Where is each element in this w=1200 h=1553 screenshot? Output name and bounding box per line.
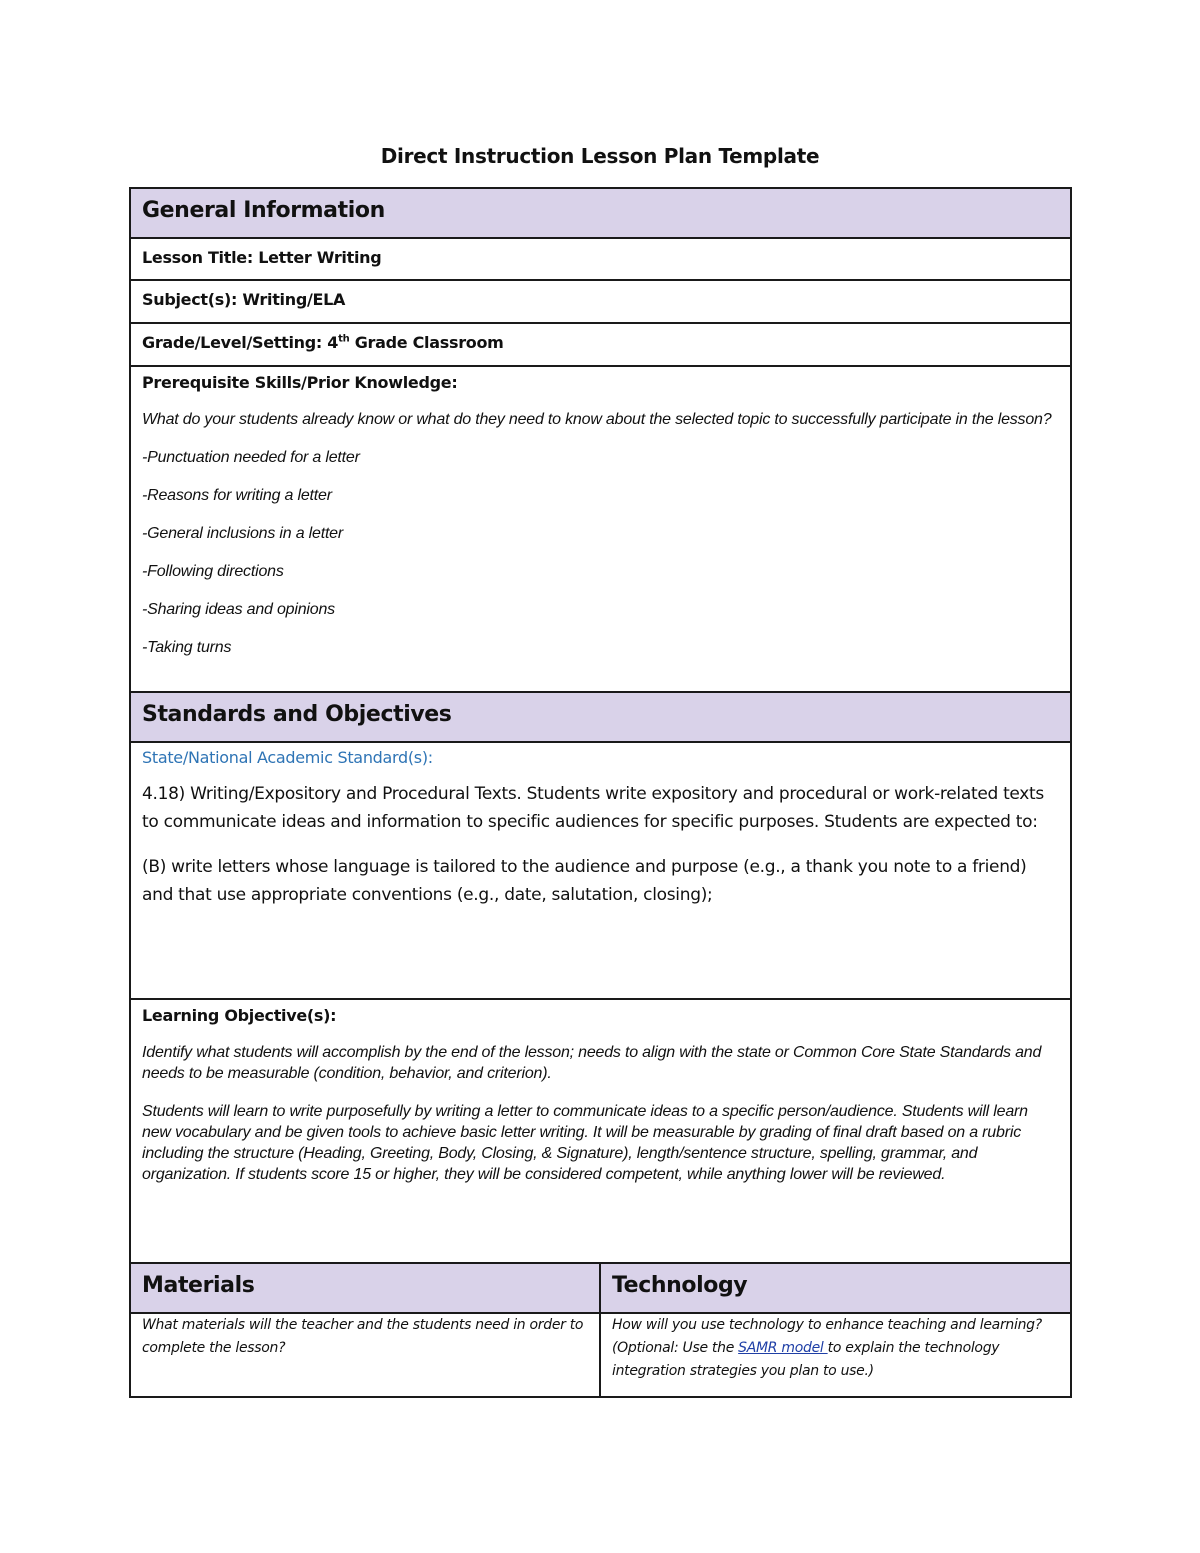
standards-cell [130,742,1071,999]
grade-suffix: Grade Classroom [349,333,504,352]
standards-label: State/National Academic Standard(s): [142,748,433,767]
standards-objectives-header [130,692,1071,742]
materials-header [130,1263,600,1313]
standards-objectives-heading: Standards and Objectives [142,702,452,727]
objectives-prompt: Identify what students will accomplish by the end of the lesson; needs to align with the state or Common Core State Standards and needs to be measurable (condition, behavior, and criterion). [142,1044,1042,1082]
materials-cell [130,1313,600,1397]
general-information-header [130,188,1071,238]
grade-level-cell [130,323,1071,366]
prerequisite-item: -General inclusions in a letter [142,525,344,542]
grade-level [142,333,1059,352]
technology-prompt-after: to explain the technology integration strategies you plan to use.) [612,1340,1000,1379]
subjects-cell [130,280,1071,323]
prerequisite-item: -Sharing ideas and opinions [142,601,335,618]
prerequisite-item: -Punctuation needed for a letter [142,449,360,466]
grade-superscript: th [338,333,350,345]
prerequisite-item: -Following directions [142,563,284,580]
prerequisite-item: -Taking turns [142,639,232,656]
prerequisite-prompt: What do your students already know or what do they need to know about the selected topic to successfully participate in the lesson? [142,411,1052,428]
document-title: Direct Instruction Lesson Plan Template [380,144,820,168]
prerequisite-label: Prerequisite Skills/Prior Knowledge: [142,373,458,392]
subjects: Subject(s): Writing/ELA [142,290,346,309]
technology-heading: Technology [612,1273,748,1298]
prerequisite-cell [130,366,1071,692]
lesson-title-cell [130,238,1071,280]
objectives-text: Students will learn to write purposefully by writing a letter to communicate ideas to a specific person/audience. Students will learn new vocabulary and be given tools to achieve basic letter writing. It will be measurable by grading of final draft based on a rubric including the structure (Heading, Greeting, Body, Closing, & Signature), length/sentence structure, spelling, grammar, and organization. If students score 15 or higher, they will be considered competent, while anything lower will be reviewed. [142,1103,1028,1183]
standard-text-2: (B) write letters whose language is tailored to the audience and purpose (e.g., a thank you note to a friend) and that use appropriate conventions (e.g., date, salutation, closing); [142,857,1027,905]
grade-prefix: Grade/Level/Setting: 4 [142,333,339,352]
technology-cell [600,1313,1071,1397]
technology-prompt-before: How will you use technology to enhance teaching and learning? (Optional: Use the [612,1317,1042,1356]
objectives-cell [130,999,1071,1263]
lesson-title: Lesson Title: Letter Writing [142,248,382,267]
technology-header [600,1263,1071,1313]
prerequisite-item: -Reasons for writing a letter [142,487,332,504]
materials-heading: Materials [142,1273,255,1298]
standard-text-1: 4.18) Writing/Expository and Procedural Texts. Students write expository and procedural or work-related texts to communicate ideas and information to specific audiences for specific purposes. Students are expected to: [142,784,1044,832]
samr-model-link[interactable]: SAMR model [738,1340,828,1356]
technology-prompt [612,1314,1059,1383]
lesson-plan-table [129,187,1072,1398]
general-information-heading: General Information [142,198,385,223]
materials-prompt: What materials will the teacher and the students need in order to complete the lesson? [142,1317,584,1356]
objectives-label: Learning Objective(s): [142,1006,337,1025]
